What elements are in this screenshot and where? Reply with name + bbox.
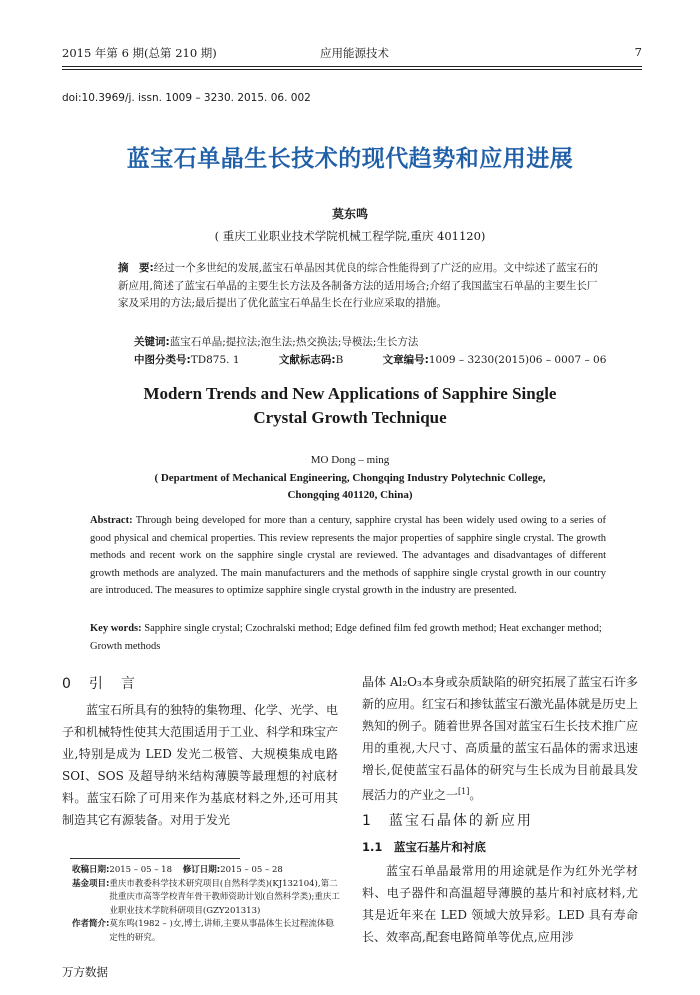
keywords-chinese-label: 关键词: <box>134 336 170 348</box>
section-heading-new-applications: 1 蓝宝石晶体的新应用 <box>362 813 533 829</box>
journal-name: 应用能源技术 <box>320 46 389 60</box>
doc-code-label: 文献标志码: <box>278 354 336 366</box>
clc-label: 中图分类号: <box>134 354 191 366</box>
article-no-value: 1009 – 3230(2015)06 – 0007 – 06 <box>428 354 607 366</box>
affiliation-chinese: ( 重庆工业职业技术学院机械工程学院,重庆 401120) <box>214 229 486 243</box>
header-rule-top <box>62 66 642 67</box>
fund-text: 重庆市教委科学技术研究项目(自然科学类)(KJ132104),第二批重庆市高等学校青年骨干教师资助计划(自然科学类);重庆工业职业技术学院科研项目(GZY201313) <box>109 878 340 916</box>
header-rule-bottom <box>62 69 642 70</box>
substrates-paragraph: 蓝宝石单晶最常用的用途就是作为红外光学材料、电子器件和高温超导薄膜的基片和衬底材料,尤其是近年来在 LED 领域大放异彩。LED 具有寿命长、效率高,配套电路简单等优点,应用涉 <box>362 864 638 944</box>
bio-text: 莫东鸣(1982 – )女,博士,讲师,主要从事晶体生长过程流体稳定性的研究。 <box>109 919 334 943</box>
title-chinese: 蓝宝石单晶生长技术的现代趋势和应用进展 <box>126 146 574 172</box>
abstract-english-label: Abstract: <box>90 515 133 526</box>
affiliation-english-line2: Chongqing 401120, China) <box>287 489 413 501</box>
footnote-bio: 作者简介: 莫东鸣(1982 – )女,博士,讲师,主要从事晶体生长过程流体稳定性的研究。 <box>72 918 340 945</box>
affiliation-english <box>0 470 700 504</box>
abstract-chinese-label: 摘 要: <box>118 262 154 274</box>
body-column-left <box>62 671 338 831</box>
footnote-divider <box>70 858 240 859</box>
title-english <box>0 382 700 430</box>
author-chinese: 莫东鸣 <box>331 207 368 221</box>
doc-code-value: B <box>335 354 344 366</box>
section-heading-introduction: 0 引 言 <box>62 676 137 692</box>
issue-info: 2015 年第 6 期(总第 210 期) <box>62 46 217 60</box>
keywords-english-text: Sapphire single crystal; Czochralski method; Edge defined film fed growth method; Heat exchanger method; Growth methods <box>90 623 602 652</box>
citation-ref: [1] <box>458 787 470 796</box>
page-number: 7 <box>634 45 642 59</box>
abstract-chinese-text: 经过一个多世纪的发展,蓝宝石单晶因其优良的综合性能得到了广泛的应用。文中综述了蓝宝石的新应用,简述了蓝宝石单晶的主要生长方法及各制备方法的适用场合;介绍了我国蓝宝石单晶的主要生长厂家及采用的方法;最后提出了优化蓝宝石单晶生长在行业应采取的措施。 <box>118 262 599 309</box>
footnotes <box>72 864 340 945</box>
abstract-english <box>90 512 606 600</box>
received-date: 2015 – 05 – 18 <box>109 865 172 875</box>
title-english-line2: Crystal Growth Technique <box>253 408 447 427</box>
revised-date: 2015 – 05 – 28 <box>220 865 283 875</box>
abstract-chinese <box>118 260 602 313</box>
affiliation-english-line1: ( Department of Mechanical Engineering, Chongqing Industry Polytechnic College, <box>154 472 546 484</box>
body-column-right <box>362 671 638 948</box>
footnote-dates: 收稿日期:2015 – 05 – 18 修订日期:2015 – 05 – 28 <box>72 865 283 875</box>
footnote-fund: 基金项目: 重庆市教委科学技术研究项目(自然科学类)(KJ132104),第二批重庆市高等学校青年骨干教师资助计划(自然科学类);重庆工业职业技术学院科研项目(GZY201313) <box>72 878 340 919</box>
source-watermark: 万方数据 <box>62 965 108 979</box>
keywords-chinese-text: 蓝宝石单晶;提拉法;泡生法;热交换法;导模法;生长方法 <box>169 336 419 348</box>
running-header <box>62 42 642 64</box>
article-no-label: 文章编号: <box>382 354 429 366</box>
author-english: MO Dong – ming <box>310 454 390 466</box>
clc-value: TD875. 1 <box>190 354 240 366</box>
introduction-paragraph: 蓝宝石所具有的独特的集物理、化学、光学、电子和机械特性使其大范围适用于工业、科学和珠宝产业,特别是成为 LED 发光二极管、大规模集成电路 SOI、SOS 及超导纳米结构薄膜等最理想的衬底材料。蓝宝石除了可用来作为基底材料之外,还可用其制造其它有源装备。对用于发光 <box>62 703 339 827</box>
doi: doi:10.3969/j. issn. 1009 – 3230. 2015. 06. 002 <box>62 92 311 104</box>
abstract-english-text: Through being developed for more than a century, sapphire crystal has been widely used owing to a series of good physical and chemical properties. This review represents the major properties of sapphire single crystal. The growth methods and recent work on the sapphire single crystal are reviewed. The advantages and disadvantages of different growth methods are analyzed. The main manufacturers and the methods of sapphire single crystal growth in our country are introduced. The measures to optimize sapphire single crystal growth in the industry are presented. <box>90 515 606 596</box>
keywords-english <box>90 620 606 655</box>
keywords-english-label: Key words: <box>90 623 142 634</box>
classification-line <box>134 352 607 369</box>
title-english-line1: Modern Trends and New Applications of Sapphire Single <box>143 384 557 403</box>
subsection-heading-substrates: 1.1 蓝宝石基片和衬底 <box>362 840 486 854</box>
continued-paragraph: 晶体 Al₂O₃本身或杂质缺陷的研究拓展了蓝宝石许多新的应用。红宝石和掺钛蓝宝石激光晶体就是历史上熟知的例子。随着世界各国对蓝宝石生长技术推广应用的重视,大尺寸、高质量的蓝宝石晶体的需求迅速增长,促使蓝宝石晶体的研究与生长成为目前最具发展活力的产业之一[1]。 <box>362 675 639 802</box>
keywords-chinese <box>134 334 604 351</box>
